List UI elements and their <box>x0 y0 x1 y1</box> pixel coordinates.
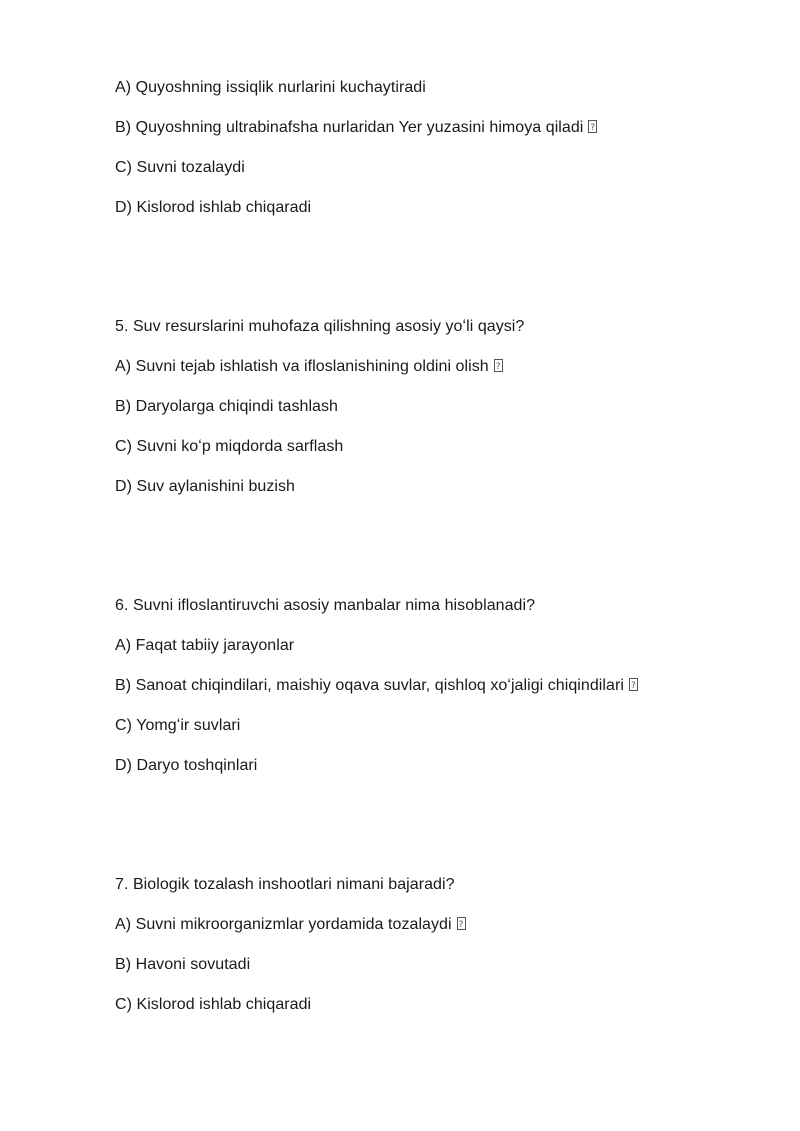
q6-option-d: D) Daryo toshqinlari <box>115 757 258 774</box>
q5-option-a: A) Suvni tejab ishlatish va ifloslanishining oldini olish? <box>115 357 503 377</box>
q6-option-a: A) Faqat tabiiy jarayonlar <box>115 637 295 654</box>
q4-option-c: C) Suvni tozalaydi <box>115 159 245 176</box>
q7-question: 7. Biologik tozalash inshootlari nimani bajaradi? <box>115 876 455 893</box>
q5-question: 5. Suv resurslarini muhofaza qilishning asosiy yoʻli qaysi? <box>115 318 525 335</box>
q6-option-c: C) Yomgʻir suvlari <box>115 717 241 734</box>
q6-question: 6. Suvni ifloslantiruvchi asosiy manbalar nima hisoblanadi? <box>115 597 536 614</box>
q4-option-a: A) Quyoshning issiqlik nurlarini kuchaytiradi <box>115 79 426 96</box>
answer-mark-icon <box>457 917 466 930</box>
q5-option-d: D) Suv aylanishini buzish <box>115 478 295 495</box>
answer-mark-icon <box>494 359 503 372</box>
q7-option-c: C) Kislorod ishlab chiqaradi <box>115 996 312 1013</box>
q5-option-c: C) Suvni koʻp miqdorda sarflash <box>115 438 344 455</box>
q4-option-b: B) Quyoshning ultrabinafsha nurlaridan Yer yuzasini himoya qiladi? <box>115 118 597 138</box>
answer-mark-icon <box>629 678 638 691</box>
q6-option-b: B) Sanoat chiqindilari, maishiy oqava suvlar, qishloq xoʻjaligi chiqindilari? <box>115 676 638 696</box>
q5-option-b: B) Daryolarga chiqindi tashlash <box>115 398 338 415</box>
q4-option-d: D) Kislorod ishlab chiqaradi <box>115 199 312 216</box>
q7-option-b: B) Havoni sovutadi <box>115 956 251 973</box>
answer-mark-icon <box>588 120 597 133</box>
q7-option-a: A) Suvni mikroorganizmlar yordamida tozalaydi? <box>115 915 466 935</box>
